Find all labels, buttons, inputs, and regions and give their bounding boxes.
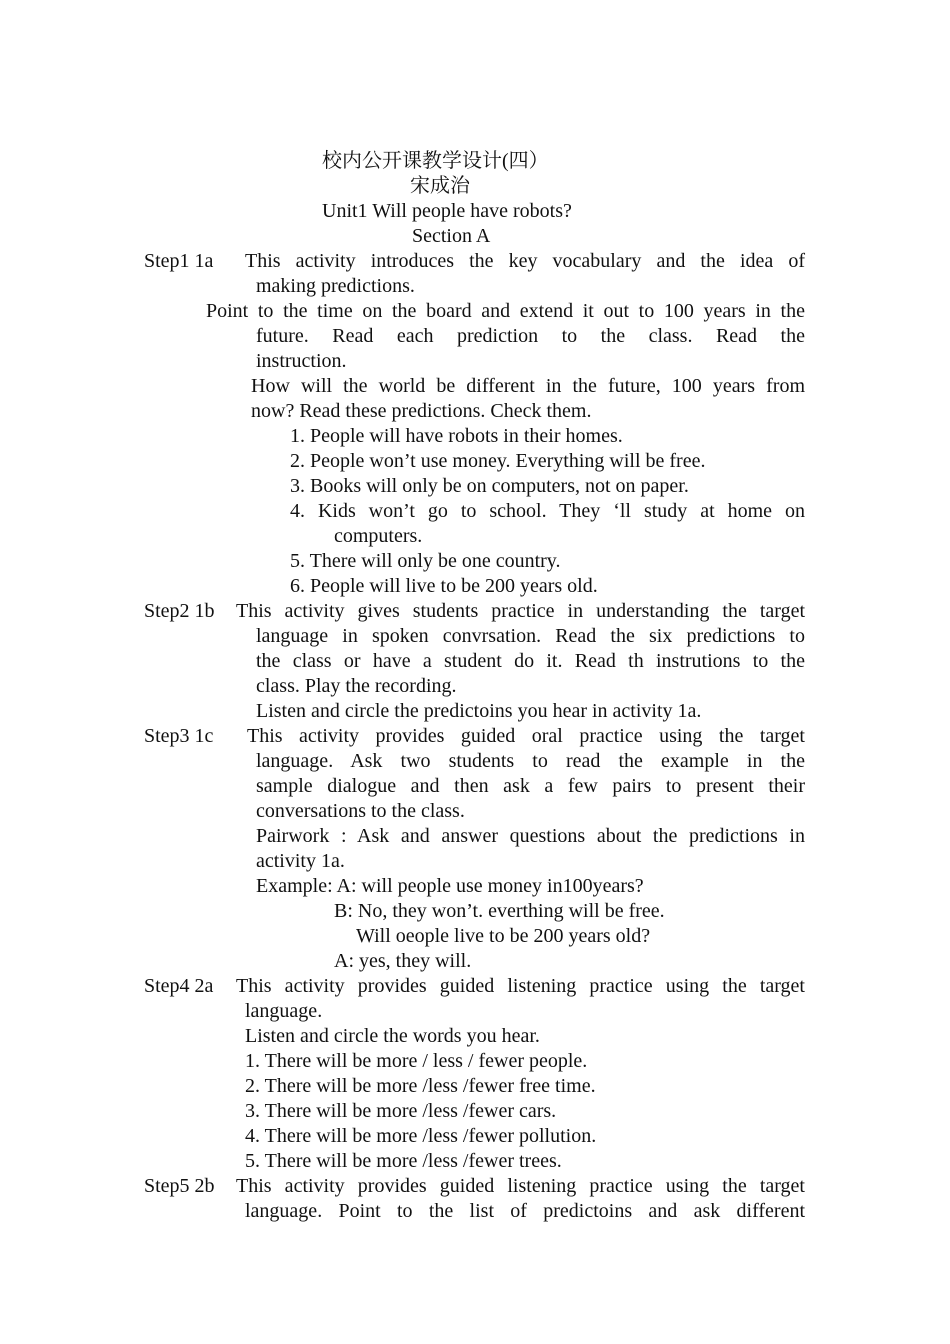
unit-title: Unit1 Will people have robots? (322, 200, 572, 222)
step5-label: Step5 2b (144, 1175, 215, 1197)
step2-text-line: This activity gives students practice in understanding the target (236, 600, 805, 622)
list-item: 6. People will live to be 200 years old. (290, 575, 598, 597)
step1-label: Step1 1a (144, 250, 214, 272)
step4-label: Step4 2a (144, 975, 214, 997)
list-item: 3. Books will only be on computers, not on paper. (290, 475, 689, 497)
step3-text-line: A: yes, they will. (334, 950, 472, 972)
step4-text-line: Listen and circle the words you hear. (245, 1025, 540, 1047)
list-item: 5. There will be more /less /fewer trees. (245, 1150, 562, 1172)
list-item: 1. People will have robots in their homes. (290, 425, 623, 447)
step2-label: Step2 1b (144, 600, 215, 622)
list-item: 2. There will be more /less /fewer free time. (245, 1075, 596, 1097)
step5-text-line: This activity provides guided listening practice using the target (236, 1175, 805, 1197)
step2-text-line: language in spoken convrsation. Read the six predictions to (256, 625, 805, 647)
author-name: 宋成治 (410, 175, 470, 197)
list-item: 5. There will only be one country. (290, 550, 561, 572)
list-item: 1. There will be more / less / fewer people. (245, 1050, 588, 1072)
step3-text-line: Example: A: will people use money in100years? (256, 875, 644, 897)
step1-text-line: now? Read these predictions. Check them. (251, 400, 592, 422)
list-item: 3. There will be more /less /fewer cars. (245, 1100, 557, 1122)
step3-text-line: B: No, they won’t. everthing will be free. (334, 900, 665, 922)
step3-text-line: activity 1a. (256, 850, 345, 872)
document-title: 校内公开课教学设计(四） (322, 150, 549, 172)
step3-text-line: language. Ask two students to read the example in the (256, 750, 805, 772)
list-item: 2. People won’t use money. Everything will be free. (290, 450, 706, 472)
step3-text-line: This activity provides guided oral practice using the target (247, 725, 805, 747)
step1-text-line: instruction. (256, 350, 347, 372)
step3-text-line: sample dialogue and then ask a few pairs to present their (256, 775, 805, 797)
list-item: computers. (334, 525, 423, 547)
step3-text-line: Will oeople live to be 200 years old? (356, 925, 651, 947)
step1-text-line: Point to the time on the board and extend it out to 100 years in the (206, 300, 805, 322)
step2-text-line: class. Play the recording. (256, 675, 457, 697)
section-title: Section A (412, 225, 491, 247)
step4-text-line: This activity provides guided listening practice using the target (236, 975, 805, 997)
step1-text-line: making predictions. (256, 275, 415, 297)
step3-text-line: conversations to the class. (256, 800, 465, 822)
list-item: 4. Kids won’t go to school. They ‘ll study at home on (290, 500, 805, 522)
step1-text-line: How will the world be different in the future, 100 years from (251, 375, 805, 397)
list-item: 4. There will be more /less /fewer pollution. (245, 1125, 597, 1147)
step5-text-line: language. Point to the list of predictoins and ask different (245, 1200, 805, 1222)
step2-text-line: Listen and circle the predictoins you hear in activity 1a. (256, 700, 702, 722)
step4-text-line: language. (245, 1000, 323, 1022)
step1-text-line: This activity introduces the key vocabulary and the idea of (245, 250, 805, 272)
step3-label: Step3 1c (144, 725, 214, 747)
step2-text-line: the class or have a student do it. Read th instrutions to the (256, 650, 805, 672)
step1-text-line: future. Read each prediction to the class. Read the (256, 325, 805, 347)
step3-text-line: Pairwork : Ask and answer questions about the predictions in (256, 825, 805, 847)
